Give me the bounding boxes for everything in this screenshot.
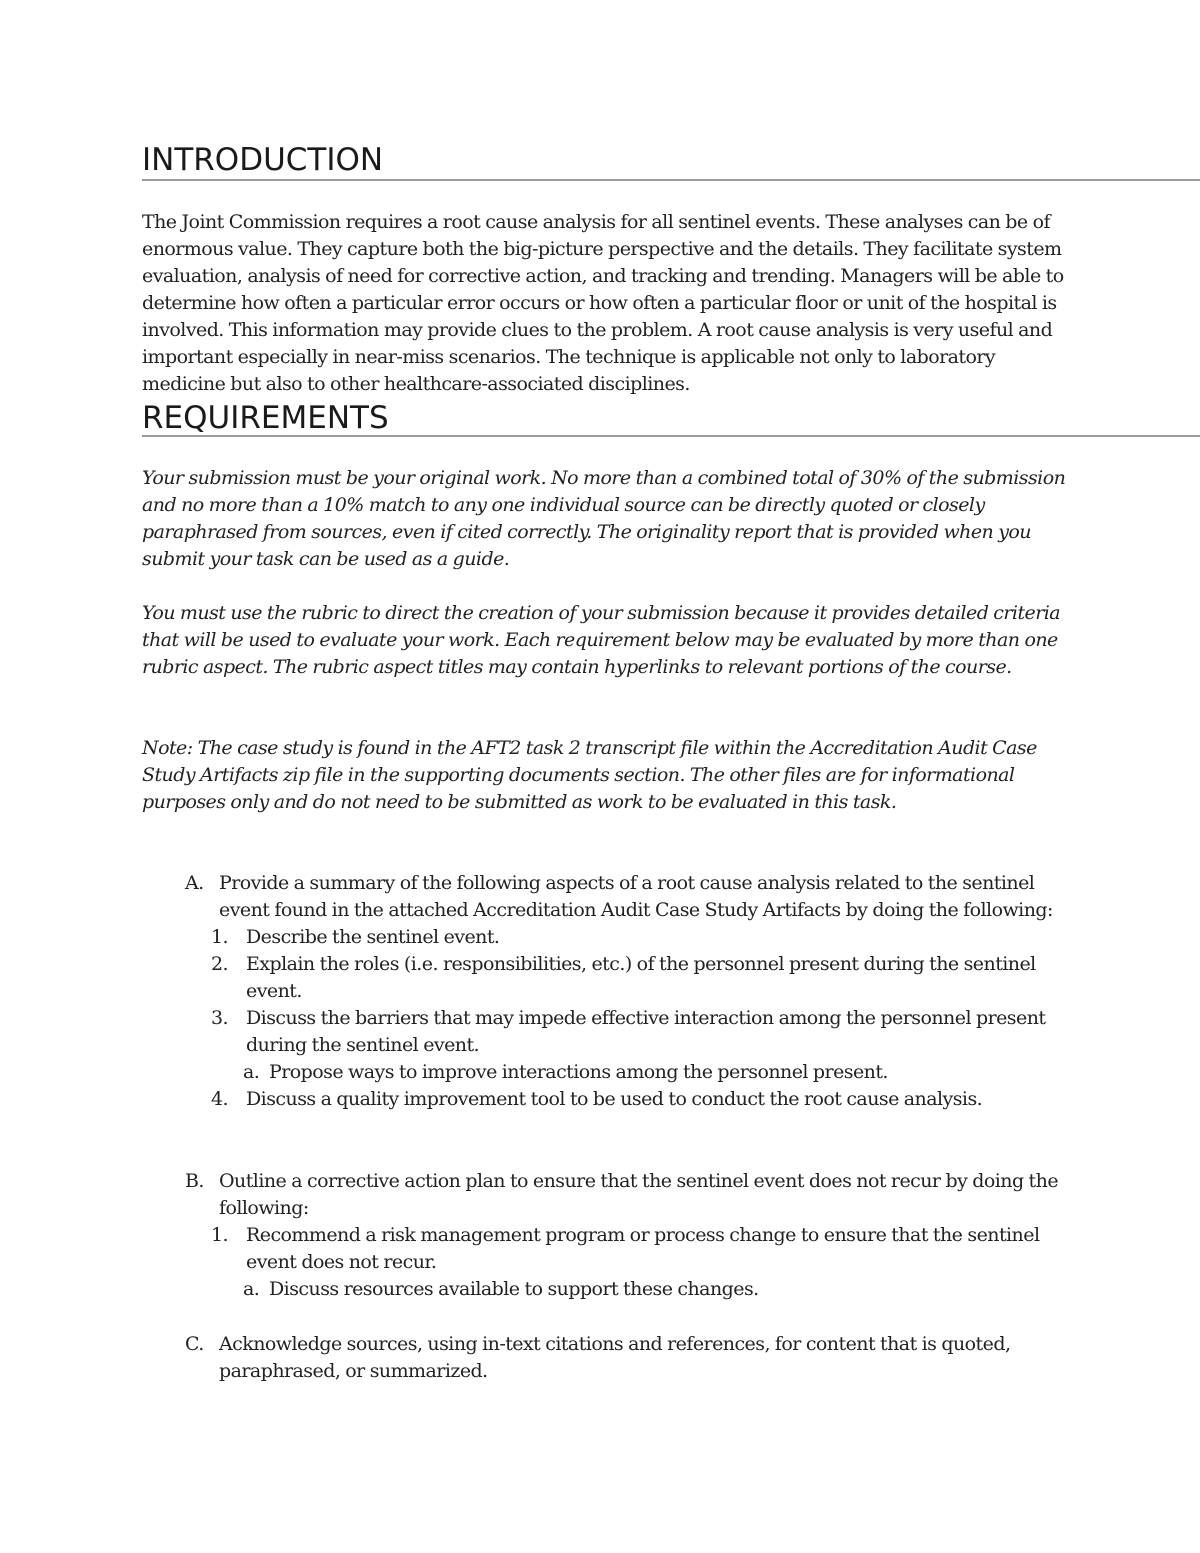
list-item — [142, 924, 1082, 951]
introduction-paragraph: The Joint Commission requires a root cause analysis for all sentinel events. These analyses can be of enormous value. They capture both the big-picture perspective and the details. They facilitate system evaluation, analysis of need for corrective action, and tracking and trending. Managers will be able to determine how often a particular error occurs or how often a particular floor or unit of the hospital is involved. This information may provide clues to the problem. A root cause analysis is very useful and important especially in near-miss scenarios. The technique is applicable not only to laboratory medicine but also to other healthcare-associated disciplines. — [142, 211, 1064, 395]
list-item-text: Discuss resources available to support these changes. — [269, 1278, 759, 1300]
requirement-section-b — [142, 1168, 1082, 1303]
list-item-text: Describe the sentinel event. — [246, 926, 500, 948]
list-item — [142, 1059, 1082, 1086]
list-marker: C. — [185, 1333, 204, 1355]
list-item-text: Discuss the barriers that may impede effective interaction among the personnel present during the sentinel event. — [246, 1007, 1046, 1056]
list-item — [142, 1086, 1082, 1113]
list-item — [142, 1005, 1082, 1059]
requirement-section-a — [142, 870, 1082, 1113]
list-marker: a. — [243, 1061, 260, 1083]
list-item-text: Discuss a quality improvement tool to be used to conduct the root cause analysis. — [246, 1088, 983, 1110]
introduction-heading: INTRODUCTION — [142, 142, 1200, 181]
list-marker: 1. — [211, 926, 229, 948]
list-marker: 3. — [211, 1007, 229, 1029]
list-item — [142, 1331, 1082, 1385]
list-item — [142, 870, 1082, 924]
list-marker: B. — [185, 1170, 204, 1192]
list-item — [142, 1168, 1082, 1222]
list-item-text: Acknowledge sources, using in-text citations and references, for content that is quoted, paraphrased, or summarized. — [219, 1333, 1011, 1382]
list-item-text: Explain the roles (i.e. responsibilities, etc.) of the personnel present during the sentinel event. — [246, 953, 1036, 1002]
case-study-note-paragraph: Note: The case study is found in the AFT2 task 2 transcript file within the Accreditation Audit Case Study Artifacts zip file in the supporting documents section. The other files are for informational purposes only and do not need to be submitted as work to be evaluated in this task. — [142, 737, 1037, 813]
list-marker: 4. — [211, 1088, 229, 1110]
list-item — [142, 951, 1082, 1005]
rubric-paragraph: You must use the rubric to direct the creation of your submission because it provides detailed criteria that will be used to evaluate your work. Each requirement below may be evaluated by more than one rubric aspect. The rubric aspect titles may contain hyperlinks to relevant portions of the course. — [142, 602, 1061, 678]
list-marker: A. — [185, 872, 204, 894]
list-item-text: Recommend a risk management program or process change to ensure that the sentinel event does not recur. — [246, 1224, 1040, 1273]
list-item — [142, 1276, 1082, 1303]
list-item-text: Provide a summary of the following aspects of a root cause analysis related to the sentinel event found in the attached Accreditation Audit Case Study Artifacts by doing the following: — [219, 872, 1053, 921]
requirement-section-c — [142, 1331, 1082, 1385]
list-marker: 2. — [211, 953, 229, 975]
list-item — [142, 1222, 1082, 1276]
originality-paragraph: Your submission must be your original work. No more than a combined total of 30% of the submission and no more than a 10% match to any one individual source can be directly quoted or closely paraphrased from sources, even if cited correctly. The originality report that is provided when you submit your task can be used as a guide. — [142, 467, 1066, 570]
requirements-heading: REQUIREMENTS — [142, 400, 1200, 437]
list-marker: 1. — [211, 1224, 229, 1246]
list-marker: a. — [243, 1278, 260, 1300]
list-item-text: Outline a corrective action plan to ensure that the sentinel event does not recur by doing the following: — [219, 1170, 1059, 1219]
list-item-text: Propose ways to improve interactions among the personnel present. — [269, 1061, 888, 1083]
